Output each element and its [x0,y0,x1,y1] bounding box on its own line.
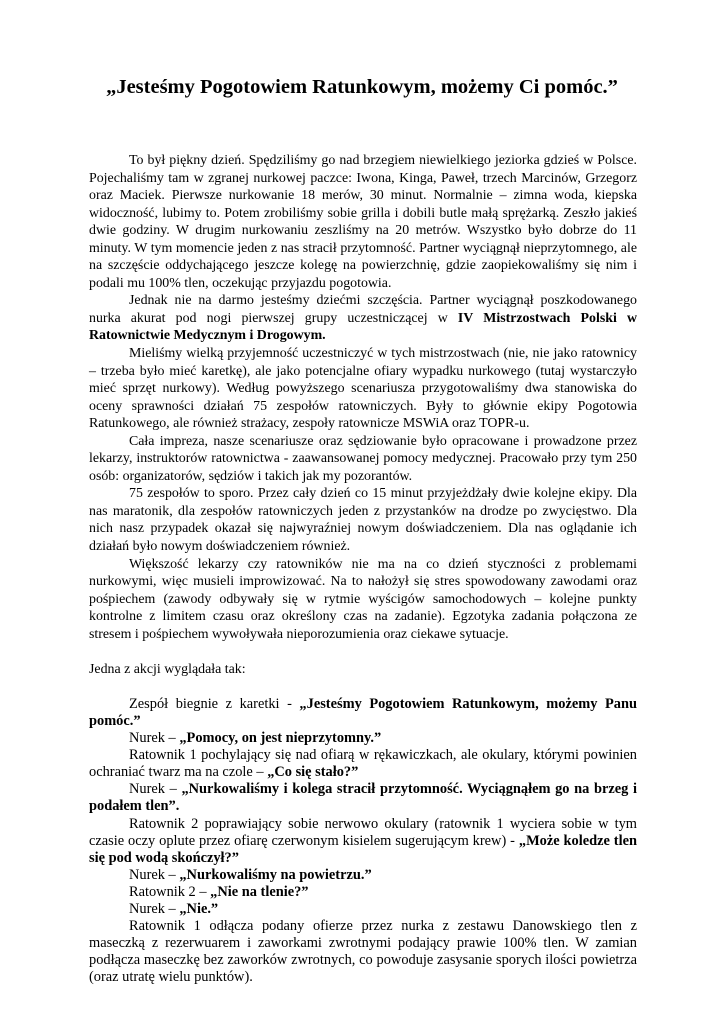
dialogue-quote: „Nurkowaliśmy na powietrzu.” [179,866,372,883]
dialogue-line-5 [89,816,637,867]
dialogue-quote: „Co się stało?” [267,764,359,781]
page-title: „Jesteśmy Pogotowiem Ratunkowym, możemy Ci pomóc.” [106,76,618,98]
dialogue-speaker: Nurek – [129,866,180,883]
dialogue-speaker: Nurek – [129,900,180,917]
paragraph-1: To był piękny dzień. Spędziliśmy go nad brzegiem niewielkiego jeziorka gdzieś w Polsce. Pojechaliśmy tam w zgranej nurkowej paczce: Iwona, Kinga, Paweł, trzech Marcinów, Grzegorz oraz Maciek. Pierwsze nurkowanie 18 merów, 30 minut. Normalnie – zimna woda, kiepska widoczność, lubimy to. Potem zrobiliśmy sobie grilla i dobili butle małą sprężarką. Zeszło jakieś dwie godziny. W drugim nurkowaniu zeszliśmy na 20 metrów. Wszystko było dobrze do 11 minuty. W tym momencie jeden z nas stracił przytomność. Partner wyciągnął nieprzytomnego, ale na szczęście oddychającego jeszcze kolegę na powierzchnię, gdzie zaopiekowaliśmy się nim i podali mu 100% tlen, oczekując przyjazdu pogotowia. [89,153,637,291]
dialogue-quote: „Nie.” [179,900,219,917]
dialogue-quote: „Nie na tlenie?” [210,883,309,900]
dialogue-line-2 [89,730,637,747]
dialogue-speaker: Nurek – [129,730,180,747]
dialogue-line-3 [89,747,637,781]
paragraph-5: 75 zespołów to sporo. Przez cały dzień co 15 minut przyjeżdżały dwie kolejne ekipy. Dla nas maratonik, dla zespołów ratowniczych jeden z przystanków na drodze po zwycięstwo. Dla nich nasz przypadek okazał się najwyraźniej nowym doświadczeniem. Dla nas oglądanie ich działań było nowym doświadczeniem również. [89,486,637,555]
dialogue-line-8 [89,901,637,918]
dialogue-speaker: Zespół biegnie z karetki - [129,695,300,712]
intro-line: Jedna z akcji wyglądała tak: [89,661,246,677]
dialogue-speaker: Ratownik 2 poprawiający sobie nerwowo okulary (ratownik 1 wyciera sobie w tym czasie oczy oplute przez ofiarę czerwonym kisielem sugerującym krew) - [89,815,637,849]
dialogue-line-9 [89,918,637,986]
dialogue-quote: „Pomocy, on jest nieprzytomny.” [179,730,382,747]
dialogue-quote: „Może koledze tlen się pod wodą skończył?” [89,832,637,866]
dialogue-line-6 [89,867,637,884]
dialogue-line-1 [89,696,637,730]
dialogue-speaker: Nurek – [129,781,182,798]
paragraph-3: Mieliśmy wielką przyjemność uczestniczyć w tych mistrzostwach (nie, nie jako ratownicy – trzeba było mieć karetkę), ale jako potencjalne ofiary wypadku nurkowego (tutaj wystarczyło mieć sprzęt nurkowy). Według powyższego scenariusza przygotowaliśmy dwa stanowiska do oceny sprawności działań 75 zespołów ratowniczych. Były to głównie ekipy Pogotowia Ratunkowego, ale również strażacy, zespoły ratownicze MSWiA oraz TOPR-u. [89,346,637,432]
paragraph-4: Cała impreza, nasze scenariusze oraz sędziowanie było opracowane i prowadzone przez lekarzy, instruktorów ratownictwa - zaawansowanej pomocy medycznej. Pracowało przy tym 250 osób: organizatorów, sędziów i takich jak my pozorantów. [89,433,637,484]
document-body [89,152,637,986]
dialogue-line-4 [89,781,637,815]
dialogue-speaker: Ratownik 2 – [129,883,211,900]
dialogue-quote: „Nurkowaliśmy i kolega stracił przytomność. Wyciągnąłem go na brzeg i podałem tlen”. [89,781,638,815]
dialogue-line-7 [89,884,637,901]
dialogue-speaker: Ratownik 1 pochylający się nad ofiarą w rękawiczkach, ale okulary, którymi powinien ochraniać twarz ma na czole – [89,747,637,781]
paragraph-6: Większość lekarzy czy ratowników nie ma na co dzień styczności z problemami nurkowymi, więc musieli improwizować. Na to nałożył się stres spowodowany zawodami oraz pośpiechem (zawody odbywały się w rytmie wyścigów samochodowych – kolejne punkty kontrolne z limitem czasu oraz określony czas na zadanie). Egzotyka zadania połączona ze stresem i pośpiechem wywoływała nieporozumienia oraz ciekawe sytuacje. [89,556,637,642]
dialogue-quote: „Jesteśmy Pogotowiem Ratunkowym, możemy Panu pomóc.” [89,695,637,729]
paragraph-2-text: Jednak nie na darmo jesteśmy dziećmi szczęścia. Partner wyciągnął poszkodowanego nurka akurat pod nogi pierwszej grupy uczestniczącej w [89,293,637,326]
paragraph-2 [89,292,637,345]
dialogue-speaker: Ratownik 1 odłącza podany ofierze przez nurka z zestawu Danowskiego tlen z maseczką z rezerwuarem i zaworkami zwrotnymi podający prawie 100% tlen. W zamian podłącza maseczkę bez zaworków zwrotnych, co powoduje zasysanie sporych ilości powietrza (oraz utratę wielu punktów). [89,918,637,986]
championship-name: IV Mistrzostwach Polski w Ratownictwie Medycznym i Drogowym. [89,310,637,344]
